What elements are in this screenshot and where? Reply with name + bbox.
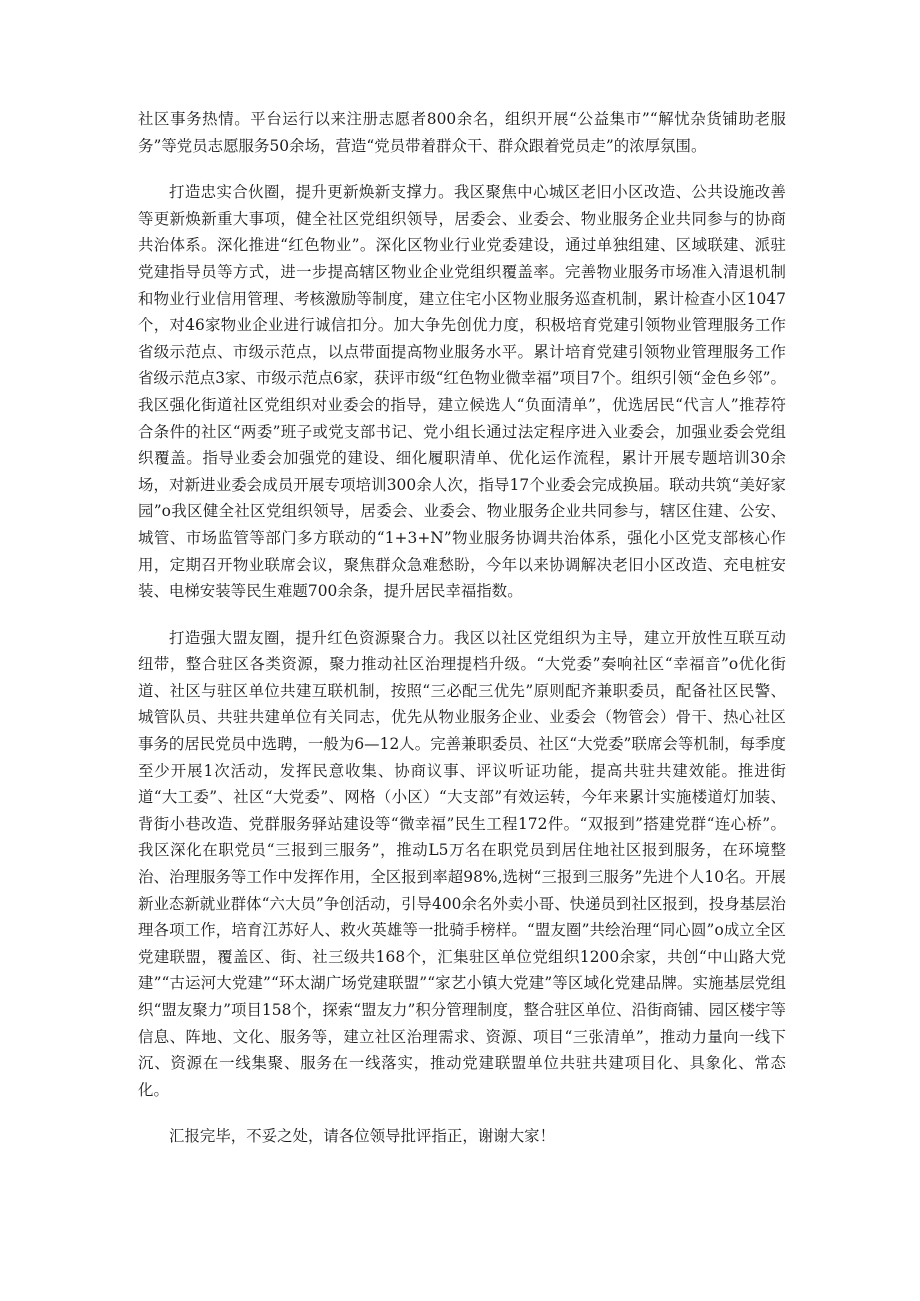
document-body [138,106,786,1150]
paragraph-alliance-circle: 打造强大盟友圈，提升红色资源聚合力。我区以社区党组织为主导，建立开放性互联互动纽带，整合驻区各类资源，聚力推动社区治理提档升级。“大党委”奏响社区“幸福音”o优化街道、社区与驻区单位共建互联机制，按照“三必配三优先”原则配齐兼职委员，配备社区民警、城管队员、共驻共建单位有关同志，优先从物业服务企业、业委会（物管会）骨干、热心社区事务的居民党员中选聘，一般为6—12人。完善兼职委员、社区“大党委”联席会等机制，每季度至少开展1次活动，发挥民意收集、协商议事、评议听证功能，提高共驻共建效能。推进街道“大工委”、社区“大党委”、网格（小区）“大支部”有效运转，今年来累计实施楼道灯加装、背街小巷改造、党群服务驿站建设等“微幸福”民生工程172件。“双报到”搭建党群“连心桥”。我区深化在职党员“三报到三服务”，推动L5万名在职党员到居住地社区报到服务，在环境整治、治理服务等工作中发挥作用，全区报到率超98%,选树“三报到三服务”先进个人10名。开展新业态新就业群体“六大员”争创活动，引导400余名外卖小哥、快递员到社区报到，投身基层治理各项工作，培育江苏好人、救火英雄等一批骑手榜样。“盟友圈”共绘治理“同心圆”o成立全区党建联盟，覆盖区、街、社三级共168个，汇集驻区单位党组织1200余家，共创“中山路大党建”“古运河大党建”“环太湖广场党建联盟”“家艺小镇大党建”等区域化党建品牌。实施基层党组织“盟友聚力”项目158个，探索“盟友力”积分管理制度，整合驻区单位、沿街商铺、园区楼宇等信息、阵地、文化、服务等，建立社区治理需求、资源、项目“三张清单”，推动力量向一线下沉、资源在一线集聚、服务在一线落实，推动党建联盟单位共驻共建项目化、具象化、常态化。 [138,628,786,1099]
paragraph-closing: 汇报完毕，不妥之处，请各位领导批评指正，谢谢大家！ [169,1127,556,1146]
paragraph-partner-circle: 打造忠实合伙圈，提升更新焕新支撑力。我区聚焦中心城区老旧小区改造、公共设施改善等更新焕新重大事项，健全社区党组织领导，居委会、业委会、物业服务企业共同参与的协商共治体系。深化推进“红色物业”。深化区物业行业党委建设，通过单独组建、区域联建、派驻党建指导员等方式，进一步提高辖区物业企业党组织覆盖率。完善物业服务市场准入清退机制和物业行业信用管理、考核激励等制度，建立住宅小区物业服务巡查机制，累计检查小区1047个，对46家物业企业进行诚信扣分。加大争先创优力度，积极培育党建引领物业管理服务工作省级示范点、市级示范点，以点带面提高物业服务水平。累计培育党建引领物业管理服务工作省级示范点3家、市级示范点6家，获评市级“红色物业微幸福”项目7个。组织引领“金色乡邻”。我区强化街道社区党组织对业委会的指导，建立候选人“负面清单”，优选居民“代言人”推荐符合条件的社区“两委”班子或党支部书记、党小组长通过法定程序进入业委会，加强业委会党组织覆盖。指导业委会加强党的建设、细化履职清单、优化运作流程，累计开展专题培训30余场，对新进业委会成员开展专项培训300余人次，指导17个业委会完成换届。联动共筑“美好家园”o我区健全社区党组织领导，居委会、业委会、物业服务企业共同参与，辖区住建、公安、城管、市场监管等部门多方联动的“1+3+N”物业服务协调共治体系，强化小区党支部核心作用，定期召开物业联席会议，聚焦群众急难愁盼，今年以来协调解决老旧小区改造、充电桩安装、电梯安装等民生难题700余条，提升居民幸福指数。 [138,183,786,601]
paragraph-volunteer-summary: 社区事务热情。平台运行以来注册志愿者800余名，组织开展“公益集市”“解忧杂货铺助老服务”等党员志愿服务50余场，营造“党员带着群众干、群众跟着党员走”的浓厚氛围。 [138,110,786,155]
